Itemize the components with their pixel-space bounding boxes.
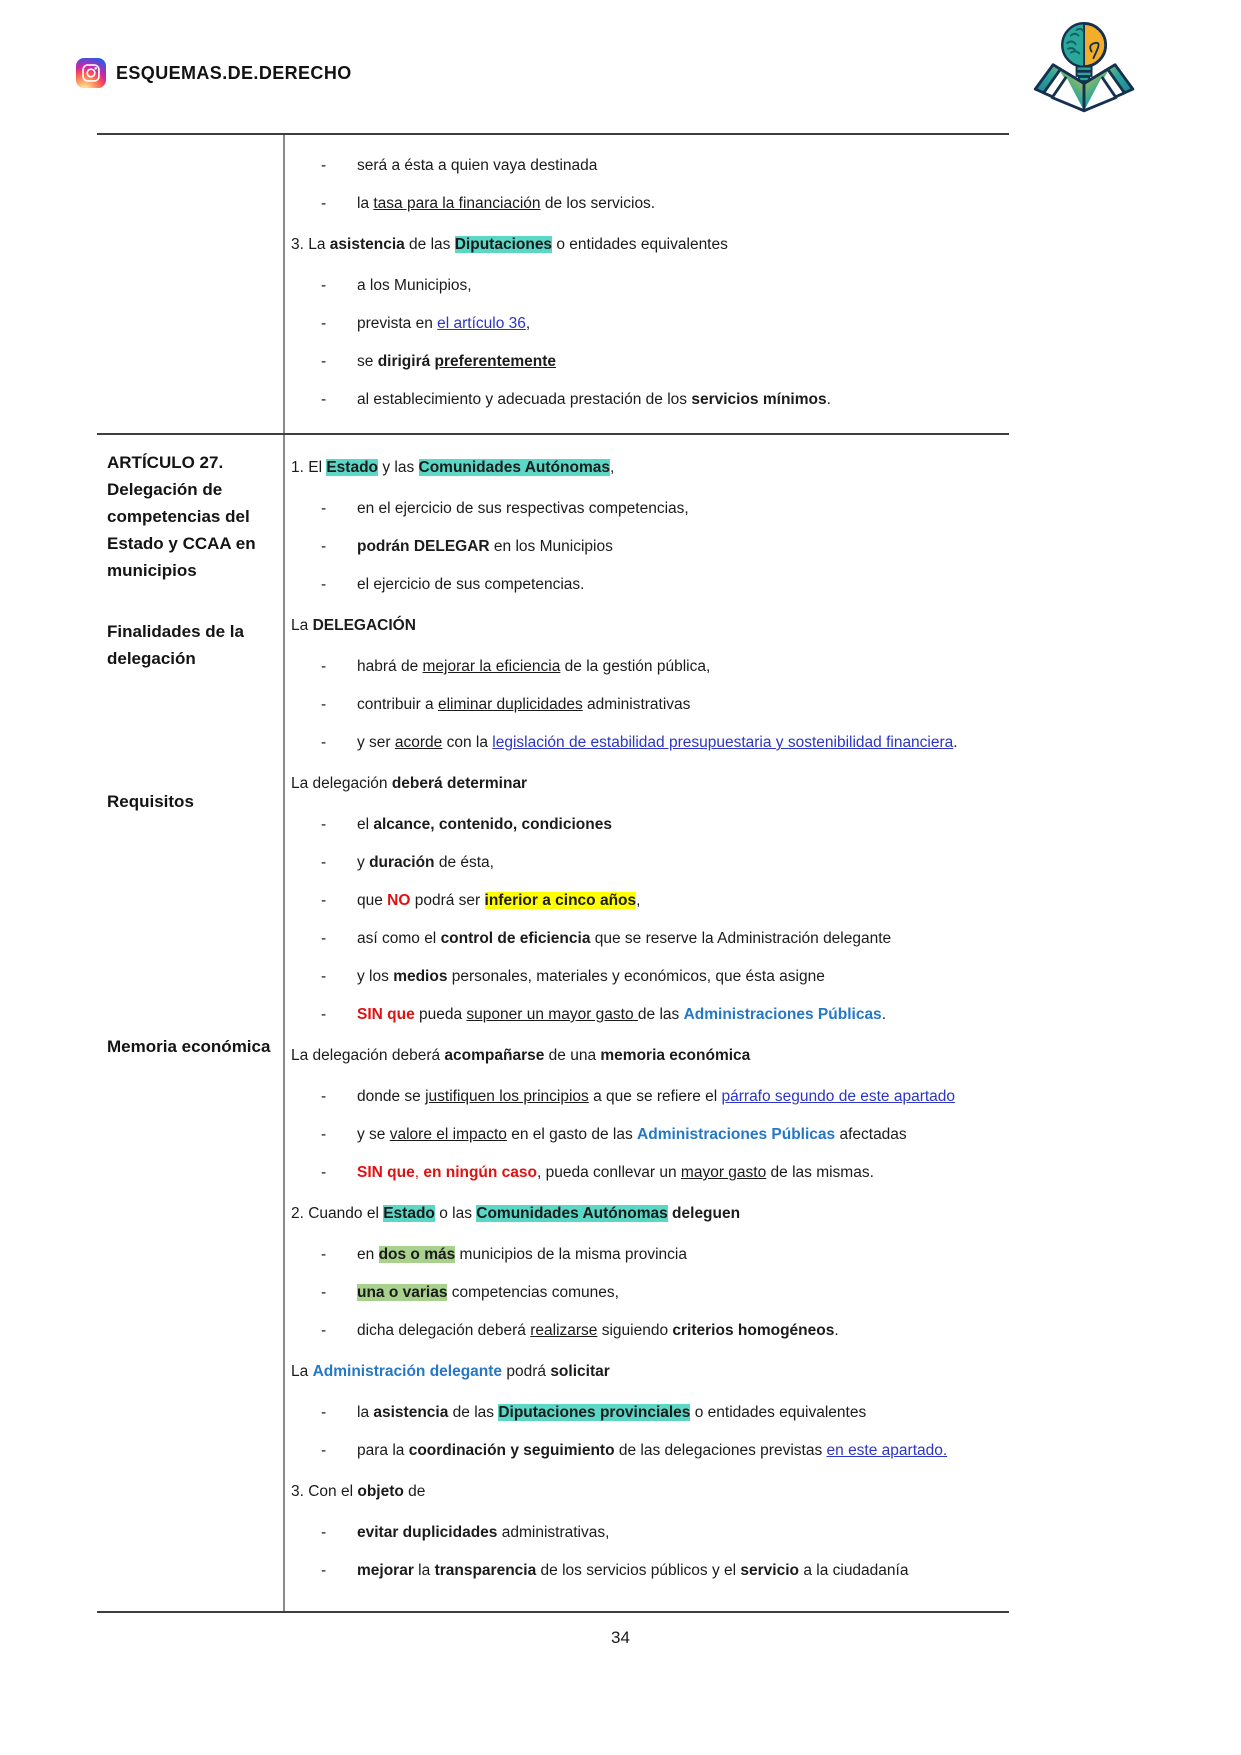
bullet-dash-icon: - [321,816,327,833]
header [0,0,1241,130]
text-segment: administrativas, [497,1524,610,1541]
text-segment: . [881,1006,886,1023]
text-segment: de las [448,1404,499,1421]
text-segment: personales, materiales y económicos, que ésta asigne [447,968,825,985]
bullet-text [357,1519,997,1546]
text-segment: duración [369,854,435,871]
text-segment: pueda [414,1006,467,1023]
text-segment: tasa para la financiación [373,195,541,212]
bullet-text [357,1001,997,1028]
text-segment: Diputaciones [454,236,553,253]
text-segment: al establecimiento y adecuada prestación de los [357,391,692,408]
text-segment: en [357,1246,379,1263]
text-segment: podrá ser [410,892,485,909]
text-segment: memoria económica [600,1047,751,1064]
text-segment: de ésta, [434,854,494,871]
text-segment: La delegación deberá [291,1047,445,1064]
bullet-list [291,1399,997,1464]
bullet-text [357,925,997,952]
text-segment: 3. La [291,236,330,253]
bullet-dash-icon: - [321,277,327,294]
text-segment: en ningún caso [423,1164,538,1181]
bullet-item [291,811,997,838]
text-segment: de [403,1483,426,1500]
text-segment: Comunidades Autónomas [476,1205,668,1222]
text-segment: deleguen [672,1205,741,1222]
bullet-text [357,691,997,718]
bullet-text [357,1121,997,1148]
text-segment: de las [637,1006,684,1023]
bullet-item [291,963,997,990]
text-segment: y los [357,968,394,985]
text-segment: para la [357,1442,409,1459]
text-segment: control de eficiencia [440,930,591,947]
bullet-dash-icon: - [321,1524,327,1541]
page-number: 34 [611,1628,630,1647]
text-segment: realizarse [530,1322,598,1339]
text-segment: de los servicios públicos y el [536,1562,741,1579]
bullet-item [291,1241,997,1268]
text-segment: en el ejercicio de sus respectivas competencias, [357,500,689,517]
bullet-dash-icon: - [321,854,327,871]
text-segment: acorde [394,734,443,751]
text-segment: objeto [357,1483,404,1500]
text-segment: Administración delegante [312,1363,503,1380]
text-segment: transparencia [434,1562,537,1579]
text-segment: siguiendo [597,1322,673,1339]
paragraph [291,770,997,797]
text-segment: y ser [357,734,395,751]
bullet-text [357,849,997,876]
bullet-text [357,653,997,680]
bullet-item [291,729,997,756]
bullet-item [291,1279,997,1306]
bullet-item [291,190,997,217]
bullet-item [291,1437,997,1464]
text-segment: en el gasto de las [506,1126,638,1143]
text-segment: mejorar la eficiencia [422,658,561,675]
text-segment: de las delegaciones previstas [614,1442,827,1459]
text-segment: asistencia [373,1404,449,1421]
text-segment: que [357,892,388,909]
text-segment: o entidades equivalentes [552,236,728,253]
side-heading-memoria: Memoria económica [107,1037,271,1056]
text-segment: o las [434,1205,477,1222]
side-heading-requisitos: Requisitos [107,792,194,811]
text-segment: . [826,391,831,408]
text-segment: con la [442,734,493,751]
text-segment: acompañarse [444,1047,545,1064]
row-heading-cell [97,435,285,1611]
bullet-dash-icon: - [321,500,327,517]
text-segment: el [357,816,374,833]
bullet-list [291,152,997,217]
bullet-dash-icon: - [321,696,327,713]
text-segment: la [357,1404,374,1421]
text-segment: valore el impacto [389,1126,507,1143]
text-segment: será a ésta a quien vaya destinada [357,157,598,174]
text-segment: de las mismas. [766,1164,874,1181]
bullet-item [291,1519,997,1546]
bullet-item [291,1001,997,1028]
paragraph [291,1042,997,1069]
text-segment: , [525,315,531,332]
text-segment: competencias comunes, [447,1284,619,1301]
text-segment: La delegación [291,775,392,792]
text-segment: una o varias [357,1284,448,1301]
bullet-item [291,1083,997,1110]
text-segment: se [357,353,378,370]
bullet-text [357,152,997,179]
text-segment: La [291,1363,313,1380]
bullet-list [291,1241,997,1344]
inline-link[interactable]: legislación de estabilidad presupuestaria y sostenibilidad financiera [492,734,954,751]
bullet-dash-icon: - [321,1088,327,1105]
text-segment: servicios mínimos [691,391,827,408]
bullet-text [357,1279,997,1306]
bullet-text [357,533,997,560]
text-segment: prevista en [357,315,438,332]
bullet-dash-icon: - [321,1284,327,1301]
text-segment: podrá [502,1363,551,1380]
bullet-dash-icon: - [321,538,327,555]
text-segment: criterios homogéneos [672,1322,835,1339]
bullet-dash-icon: - [321,1442,327,1459]
bullet-dash-icon: - [321,658,327,675]
paragraph [291,1358,997,1385]
bullet-list [291,1519,997,1584]
text-segment: justifiquen los principios [425,1088,589,1105]
text-segment: , pueda conllevar un [537,1164,681,1181]
text-segment: de las [404,236,455,253]
bullet-item [291,653,997,680]
text-segment: , [414,1164,424,1181]
bullet-text [357,495,997,522]
text-segment: así como el [357,930,441,947]
paragraph [291,1478,997,1505]
text-segment: mayor gasto [680,1164,767,1181]
text-segment: a la ciudadanía [799,1562,909,1579]
bullet-item [291,1557,997,1584]
bullet-item [291,533,997,560]
inline-link[interactable]: el artículo 36 [437,315,526,332]
row-heading-cell [97,135,285,433]
text-segment: administrativas [582,696,691,713]
bullet-dash-icon: - [321,734,327,751]
inline-link[interactable]: en este apartado. [826,1442,948,1459]
book-brain-bulb-logo [1024,14,1146,122]
bullet-text [357,571,997,598]
text-segment: dicha delegación deberá [357,1322,531,1339]
bullet-dash-icon: - [321,1126,327,1143]
schema-table [97,133,1009,1613]
bullet-item [291,849,997,876]
text-segment: dirigirá [377,353,435,370]
bullet-item [291,1399,997,1426]
text-segment: habrá de [357,658,423,675]
bullet-list [291,1083,997,1186]
text-segment: afectadas [835,1126,907,1143]
text-segment: NO [387,892,411,909]
table-row [97,135,1009,433]
bullet-item [291,348,997,375]
bullet-dash-icon: - [321,1164,327,1181]
bullet-text [357,1083,997,1110]
text-segment: municipios de la misma provincia [455,1246,687,1263]
text-segment: eliminar duplicidades [437,696,583,713]
bullet-dash-icon: - [321,1006,327,1023]
article-heading: ARTÍCULO 27. Delegación de competencias del Estado y CCAA en municipios [107,453,256,580]
bullet-dash-icon: - [321,195,327,212]
text-segment: DELEGACIÓN [312,617,416,634]
bullet-dash-icon: - [321,1404,327,1421]
text-segment: dos o más [378,1246,456,1263]
text-segment: suponer un mayor gasto [466,1006,638,1023]
text-segment: Diputaciones provinciales [498,1404,691,1421]
text-segment: deberá determinar [391,775,528,792]
text-segment: . [953,734,958,751]
bullet-item [291,310,997,337]
text-segment: de la gestión pública, [560,658,711,675]
text-segment: y [357,854,370,871]
row-content-cell [285,135,1009,433]
bullet-dash-icon: - [321,391,327,408]
text-segment: 3. Con el [291,1483,358,1500]
bullet-text [357,729,997,756]
text-segment: a que se refiere el [588,1088,722,1105]
paragraph [291,612,997,639]
text-segment: Estado [383,1205,435,1222]
bullet-text [357,272,997,299]
text-segment: medios [393,968,448,985]
text-segment: podrán DELEGAR [357,538,490,555]
text-segment: de una [544,1047,601,1064]
bullet-text [357,887,997,914]
text-segment: Estado [326,459,379,476]
text-segment: Administraciones Públicas [637,1126,836,1143]
bullet-text [357,190,997,217]
bullet-dash-icon: - [321,1322,327,1339]
bullet-text [357,1317,997,1344]
table-row [97,433,1009,1611]
text-segment: a los Municipios, [357,277,472,294]
text-segment: 2. Cuando el [291,1205,384,1222]
bullet-dash-icon: - [321,576,327,593]
text-segment: la [357,195,374,212]
bullet-item [291,152,997,179]
bullet-item [291,272,997,299]
bullet-item [291,571,997,598]
text-segment: y se [357,1126,390,1143]
text-segment: o entidades equivalentes [690,1404,867,1421]
bullet-dash-icon: - [321,1246,327,1263]
bullet-list [291,811,997,1028]
inline-link[interactable]: párrafo segundo de este apartado [721,1088,956,1105]
bullet-text [357,811,997,838]
text-segment: Comunidades Autónomas [418,459,610,476]
text-segment: inferior a cinco años [484,892,637,909]
text-segment: de los servicios. [540,195,656,212]
bullet-dash-icon: - [321,353,327,370]
bullet-item [291,1317,997,1344]
text-segment: mejorar [357,1562,414,1579]
bullet-dash-icon: - [321,892,327,909]
instagram-glyph [81,63,101,83]
bullet-text [357,1159,997,1186]
bullet-item [291,925,997,952]
text-segment: evitar duplicidades [357,1524,498,1541]
logo-graphic [1024,14,1146,122]
bullet-list [291,495,997,598]
bullet-dash-icon: - [321,315,327,332]
text-segment: contribuir a [357,696,438,713]
bullet-text [357,1557,997,1584]
text-segment: SIN que [357,1164,415,1181]
bullet-text [357,348,997,375]
bullet-list [291,653,997,756]
text-segment: en los Municipios [489,538,613,555]
text-segment: SIN que [357,1006,415,1023]
bullet-item [291,1121,997,1148]
text-segment: asistencia [329,236,405,253]
bullet-text [357,386,997,413]
text-segment: preferentemente [434,353,557,370]
side-heading-finalidades: Finalidades de la delegación [107,622,244,668]
bullet-text [357,310,997,337]
text-segment: . [834,1322,839,1339]
text-segment: coordinación y seguimiento [408,1442,615,1459]
text-segment: que se reserve la Administración delegante [590,930,892,947]
instagram-icon [76,58,106,88]
bullet-text [357,963,997,990]
bullet-item [291,887,997,914]
bullet-item [291,386,997,413]
bullet-dash-icon: - [321,157,327,174]
text-segment: 1. El [291,459,327,476]
text-segment: , [609,459,615,476]
bullet-item [291,1159,997,1186]
text-segment: alcance, contenido, condiciones [373,816,612,833]
bullet-text [357,1437,997,1464]
bullet-list [291,272,997,413]
row-content-cell [285,435,1009,1611]
bullet-dash-icon: - [321,1562,327,1579]
bullet-text [357,1241,997,1268]
bullet-text [357,1399,997,1426]
text-segment: , [636,892,641,909]
bullet-item [291,495,997,522]
text-segment: servicio [740,1562,800,1579]
bullet-dash-icon: - [321,968,327,985]
text-segment: y las [378,459,419,476]
brand-name: ESQUEMAS.DE.DERECHO [116,62,352,83]
paragraph [291,1200,997,1227]
text-segment: solicitar [550,1363,610,1380]
brand [76,58,352,88]
text-segment: Administraciones Públicas [683,1006,882,1023]
text-segment: la [413,1562,435,1579]
bullet-item [291,691,997,718]
text-segment: el ejercicio de sus competencias. [357,576,585,593]
paragraph [291,454,997,481]
text-segment: donde se [357,1088,426,1105]
bullet-dash-icon: - [321,930,327,947]
text-segment: La [291,617,313,634]
paragraph [291,231,997,258]
